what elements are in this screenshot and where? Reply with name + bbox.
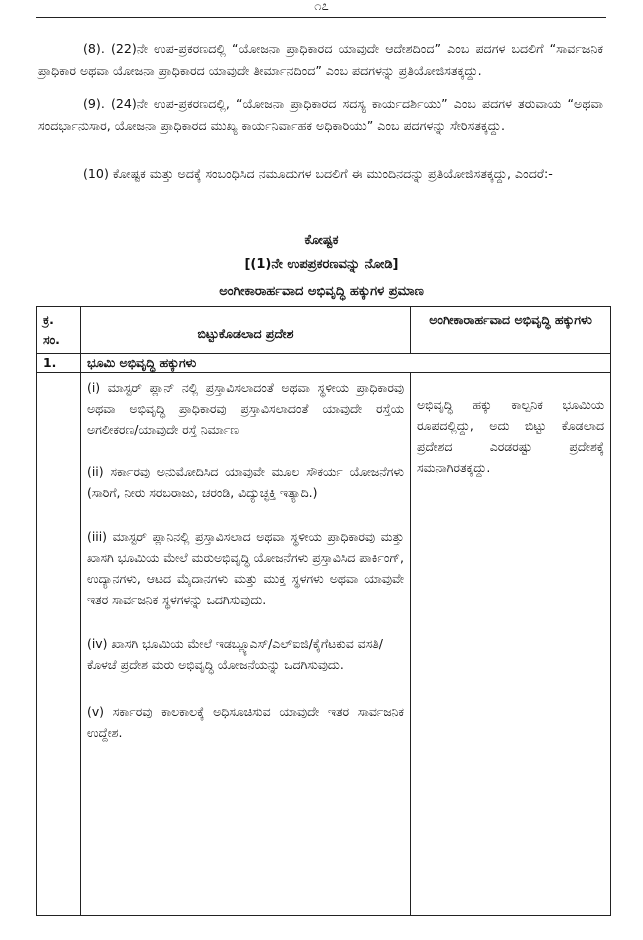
category-name: ಭೂಮಿ ಅಭಿವೃದ್ಧಿ ಹಕ್ಕುಗಳು [81, 354, 611, 373]
list-item-ii: (ii) ಸರ್ಕಾರವು ಅನುಮೋದಿಸಿದ ಯಾವುವೇ ಮೂಲ ಸೌಕರ್ಯ ಯೋಜನೆಗಳು (ಸಾರಿಗೆ, ನೀರು ಸರಬರಾಜು, ಚರಂಡಿ, ವಿದ್ಯುಚ್ಛಕ್ತಿ ಇತ್ಯಾದಿ.) [87, 464, 404, 500]
surrendered-area-cell [81, 373, 411, 916]
development-rights-table [36, 306, 611, 916]
table-caption: ಅಂಗೀಕಾರಾರ್ಹವಾದ ಅಭಿವೃದ್ಧಿ ಹಕ್ಕುಗಳ ಪ್ರಮಾಣ [219, 284, 424, 299]
list-item-v: (v) ಸರ್ಕಾರವು ಕಾಲಕಾಲಕ್ಕೆ ಅಧಿಸೂಚಿಸುವ ಯಾವುದೇ ಇತರ ಸಾರ್ವಜನಿಕ ಉದ್ದೇಶ. [87, 704, 404, 740]
table-title: ಕೋಷ್ಟಕ [304, 233, 339, 248]
page-number: ೧೭ [314, 0, 329, 14]
serial-cell-empty [37, 373, 81, 916]
category-number: 1. [37, 354, 81, 373]
top-rule [36, 17, 606, 18]
list-item-iv: (iv) ಖಾಸಗಿ ಭೂಮಿಯ ಮೇಲೆ ಇಡಬ್ಲ್ಯೂಎಸ್/ಎಲ್ಐಜಿ/ಕೈಗೆಟಕುವ ವಸತಿ/ಕೊಳಚೆ ಪ್ರದೇಶ ಮರು ಅಭಿವೃದ್ಧಿ ಯೋಜನೆಯನ್ನು ಒದಗಿಸುವುದು. [87, 636, 383, 672]
list-item-i: (i) ಮಾಸ್ಟರ್ ಪ್ಲಾನ್ ನಲ್ಲಿ ಪ್ರಸ್ತಾವಿಸಲಾದಂತೆ ಅಥವಾ ಸ್ಥಳೀಯ ಪ್ರಾಧಿಕಾರವು ಅಥವಾ ಅಭಿವೃದ್ಧಿ ಪ್ರಾಧಿಕಾರವು ಪ್ರಸ್ತಾವಿಸಲಾದಂತೆ ಯಾವುದೇ ರಸ್ತೆಯ ಅಗಲೀಕರಣ/ಯಾವುದೇ ರಸ್ತೆ ನಿರ್ಮಾಣ [87, 380, 404, 437]
paragraph-8: (8). (22)ನೇ ಉಪ-ಪ್ರಕರಣದಲ್ಲಿ “ಯೋಜನಾ ಪ್ರಾಧಿಕಾರದ ಯಾವುದೇ ಆದೇಶದಿಂದ” ಎಂಬ ಪದಗಳ ಬದಲಿಗೆ “ಸಾರ್ವಜನಿಕ ಪ್ರಾಧಿಕಾರ ಅಥವಾ ಯೋಜನಾ ಪ್ರಾಧಿಕಾರದ ಯಾವುದೇ ತೀರ್ಮಾನದಿಂದ” ಎಂಬ ಪದಗಳನ್ನು ಪ್ರತಿಯೋಜಿಸತಕ್ಕದ್ದು. [38, 41, 603, 78]
table-row [37, 373, 611, 916]
category-row [37, 354, 611, 373]
admissible-rights-cell [411, 373, 611, 916]
table-header-row [37, 307, 611, 354]
table-subtitle: [(1)ನೇ ಉಪಪ್ರಕರಣವನ್ನು ನೋಡಿ] [244, 257, 399, 272]
header-serial-number: ಕ್ರ. ಸಂ. [37, 307, 81, 354]
header-admissible-rights: ಅಂಗೀಕಾರಾರ್ಹವಾದ ಅಭಿವೃದ್ಧಿ ಹಕ್ಕುಗಳು [411, 307, 611, 354]
list-item-iii: (iii) ಮಾಸ್ಟರ್ ಪ್ಲಾನಿನಲ್ಲಿ ಪ್ರಸ್ತಾವಿಸಲಾದ ಅಥವಾ ಸ್ಥಳೀಯ ಪ್ರಾಧಿಕಾರವು ಮತ್ತು ಖಾಸಗಿ ಭೂಮಿಯ ಮೇಲೆ ಮರುಅಭಿವೃದ್ಧಿ ಯೋಜನೆಗಳು ಪ್ರಸ್ತಾವಿಸಿದ ಪಾರ್ಕಿಂಗ್, ಉದ್ಯಾನಗಳು, ಆಟದ ಮೈದಾನಗಳು ಮತ್ತು ಮುಕ್ತ ಸ್ಥಳಗಳು ಅಥವಾ ಯಾವುವೇ ಇತರ ಸಾರ್ವಜನಿಕ ಸ್ಥಳಗಳನ್ನು ಒದಗಿಸುವುದು. [87, 529, 404, 607]
rights-text: ಅಭಿವೃದ್ಧಿ ಹಕ್ಕು ಕಾಲ್ಪನಿಕ ಭೂಮಿಯ ರೂಪದಲ್ಲಿದ್ದು, ಅದು ಬಿಟ್ಟು ಕೊಡಲಾದ ಪ್ರದೇಶದ ಎರಡರಷ್ಟು ಪ್ರದೇಶಕ್ಕೆ ಸಮನಾಗಿರತಕ್ಕದ್ದು. [417, 397, 604, 475]
paragraph-10: (10) ಕೋಷ್ಟಕ ಮತ್ತು ಅದಕ್ಕೆ ಸಂಬಂಧಿಸಿದ ನಮೂದುಗಳ ಬದಲಿಗೆ ಈ ಮುಂದಿನದನ್ನು ಪ್ರತಿಯೋಜಿಸತಕ್ಕದ್ದು, ಎಂದರೆ:- [83, 166, 553, 181]
paragraph-9: (9). (24)ನೇ ಉಪ-ಪ್ರಕರಣದಲ್ಲಿ, “ಯೋಜನಾ ಪ್ರಾಧಿಕಾರದ ಸದಸ್ಯ ಕಾರ್ಯದರ್ಶಿಯು” ಎಂಬ ಪದಗಳ ತರುವಾಯ “ಅಥವಾ ಸಂದರ್ಭಾನುಸಾರ, ಯೋಜನಾ ಪ್ರಾಧಿಕಾರದ ಮುಖ್ಯ ಕಾರ್ಯನಿರ್ವಾಹಕ ಅಧಿಕಾರಿಯು” ಎಂಬ ಪದಗಳನ್ನು ಸೇರಿಸತಕ್ಕದ್ದು. [38, 96, 603, 133]
header-surrendered-area: ಬಿಟ್ಟುಕೊಡಲಾದ ಪ್ರದೇಶ [81, 307, 411, 354]
